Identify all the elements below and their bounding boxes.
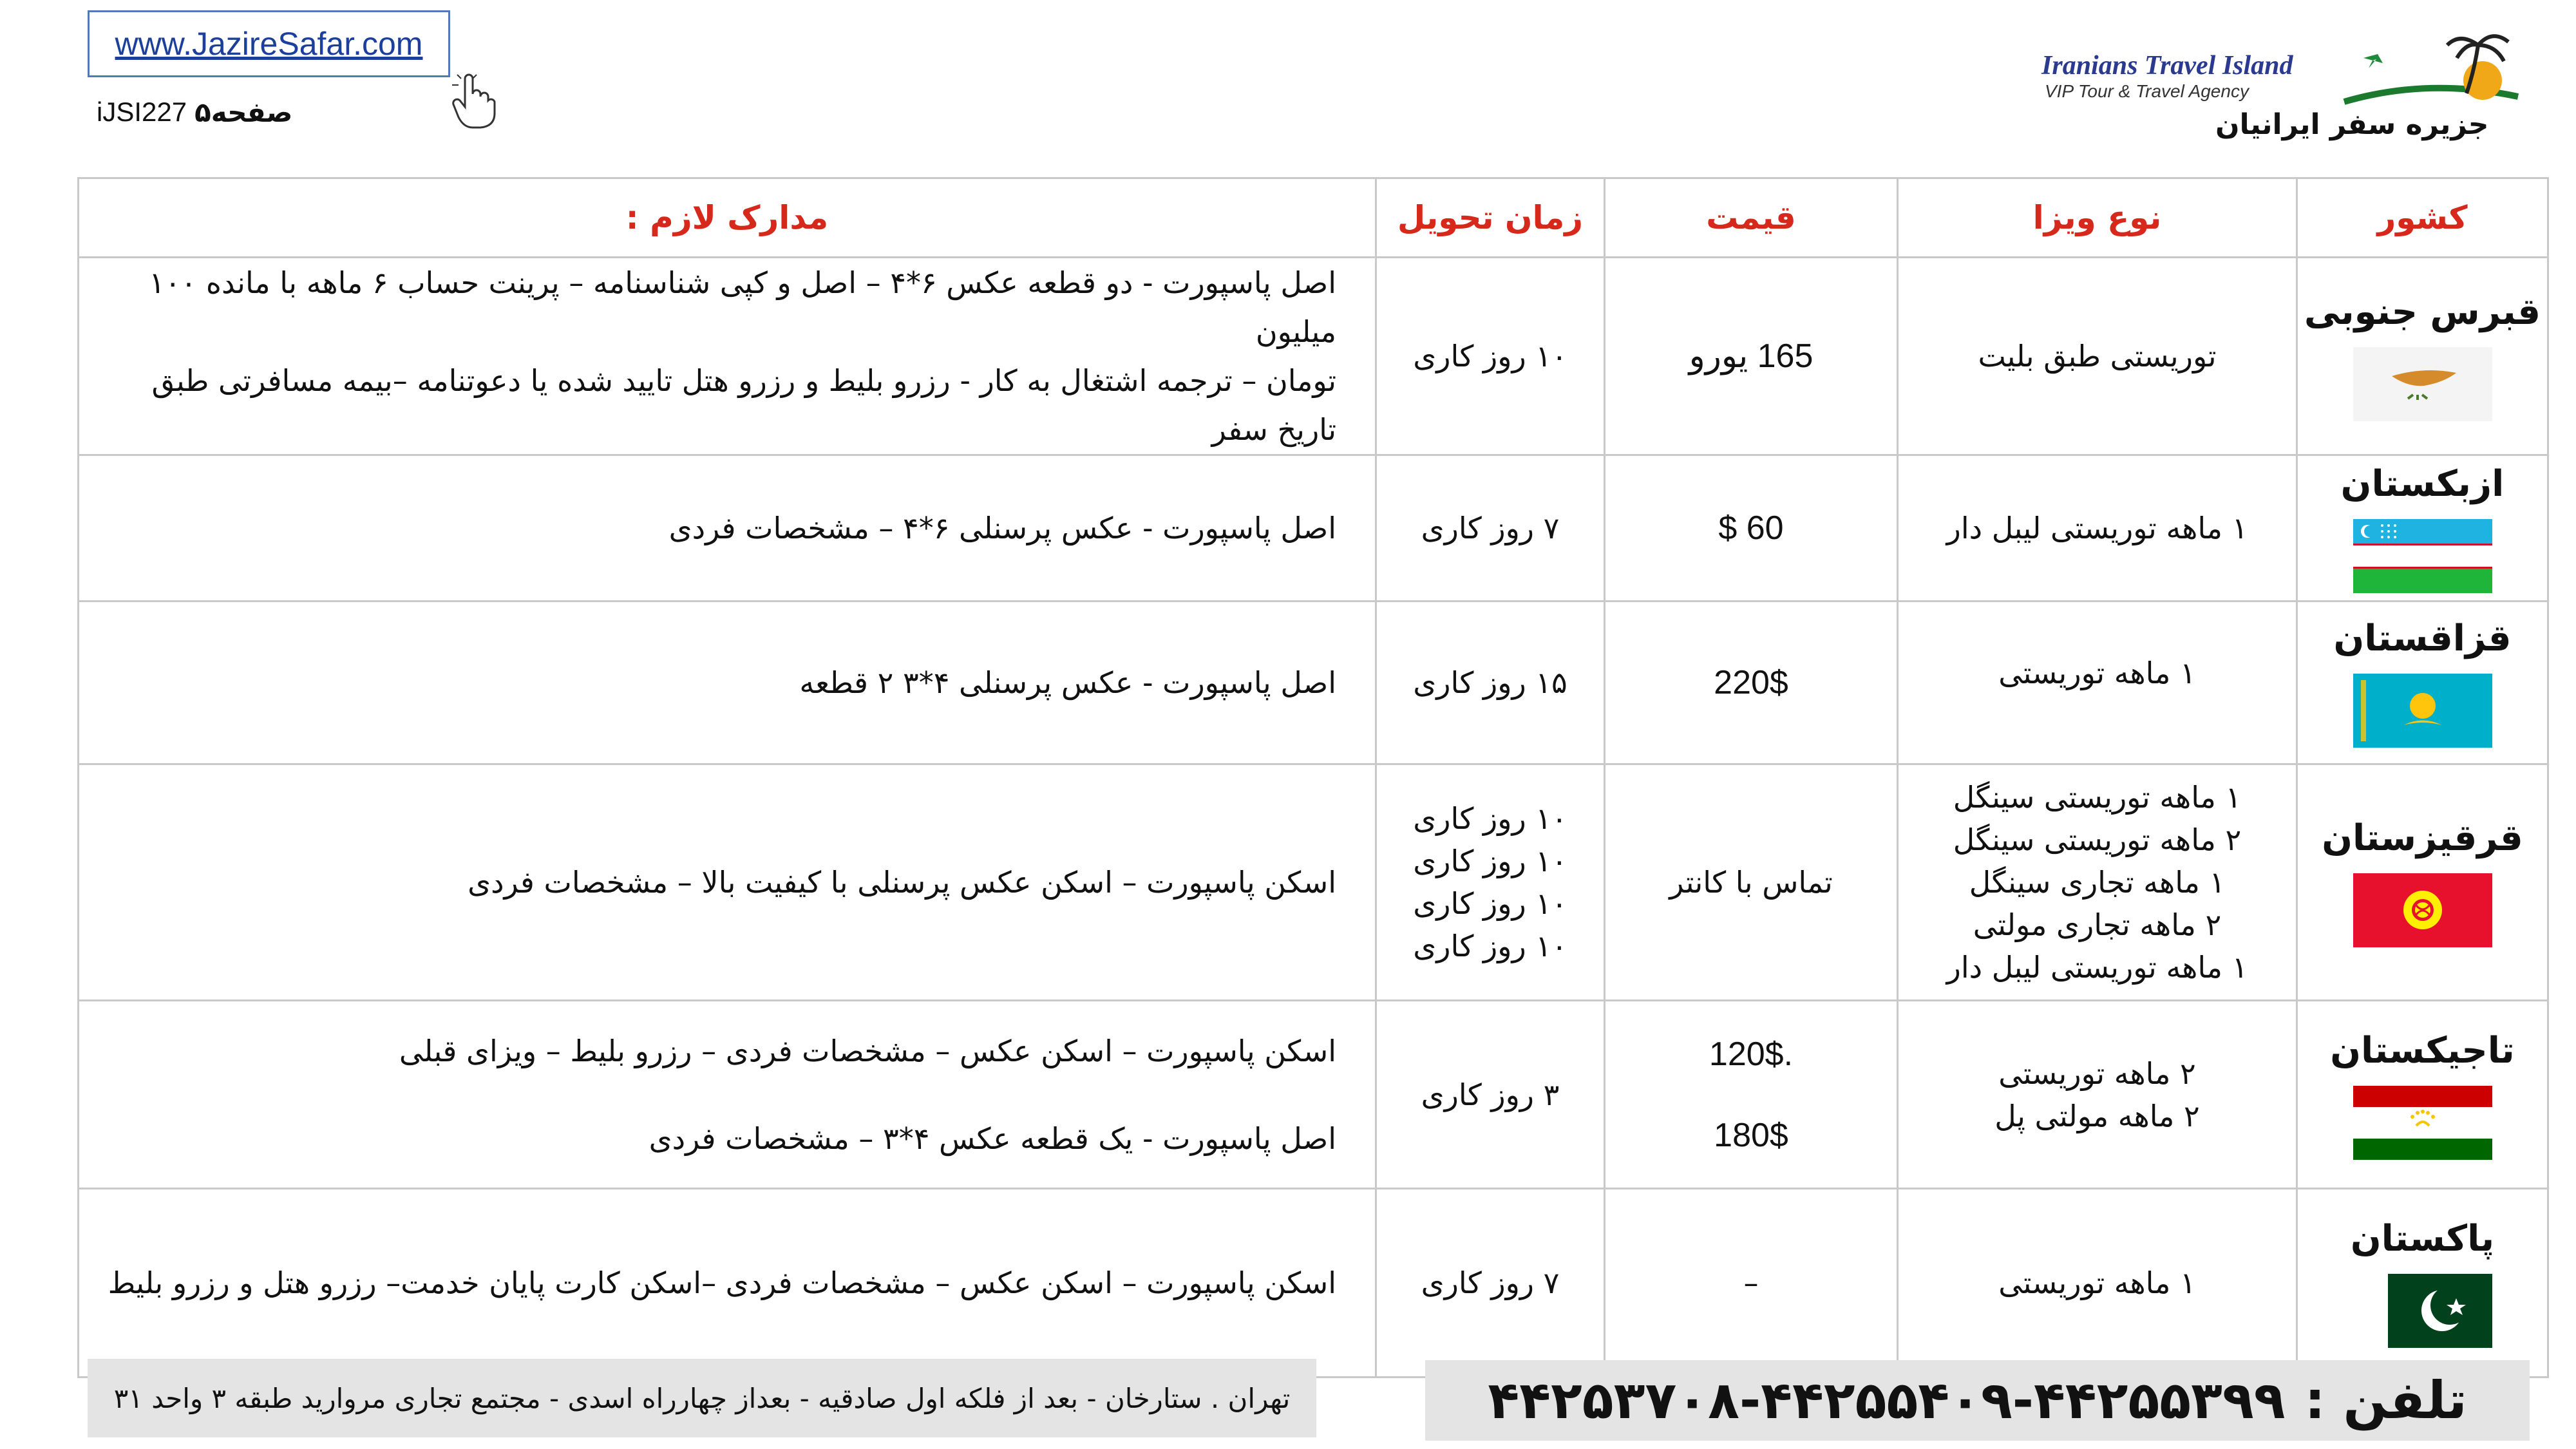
website-link[interactable]: www.JazireSafar.com: [88, 10, 450, 77]
delivery-cell: ۱۰ روز کاری ۱۰ روز کاری ۱۰ روز کاری ۱۰ روز کاری: [1376, 764, 1605, 1001]
country-cell: [2297, 258, 2548, 455]
logo-english-name: Iranians Travel Island: [2041, 51, 2293, 80]
country-cell: [2297, 1001, 2548, 1189]
visa-cell: ۱ ماهه توریستی: [1898, 1189, 2297, 1378]
logo-persian-name: جزیره سفر ایرانیان: [2215, 108, 2489, 141]
cyprus-flag-icon: [2353, 347, 2492, 421]
visa-cell: ۱ ماهه توریستی سینگل ۲ ماهه توریستی سینگل ۱ ماهه تجاری سینگل ۲ ماهه تجاری مولتی ۱ ماهه توریستی لیبل دار: [1898, 764, 2297, 1001]
country-name: پاکستان: [2350, 1218, 2495, 1260]
country-name: قبرس جنوبی: [2304, 291, 2541, 333]
country-cell: [2297, 764, 2548, 1001]
price-cell: 220$: [1605, 601, 1898, 764]
country-name: تاجیکستان: [2330, 1029, 2515, 1072]
documents-cell: اصل پاسپورت - دو قطعه عکس ۶*۴ – اصل و کپی شناسنامه – پرینت حساب ۶ ماهه با مانده ۱۰۰ میلیون تومان – ترجمه اشتغال به کار - رزرو بلیط و رزرو هتل تایید شده یا دعوتنامه –بیمه مسافرتی طبق تاریخ سفر: [79, 258, 1376, 455]
delivery-cell: ۱۰ روز کاری: [1376, 258, 1605, 455]
uzbekistan-flag-icon: [2353, 519, 2492, 593]
header-country: کشور: [2297, 178, 2548, 258]
header-delivery: زمان تحویل: [1376, 178, 1605, 258]
visa-cell: ۱ ماهه توریستی: [1898, 601, 2297, 764]
palm-island-icon: [2338, 26, 2524, 116]
visa-cell: ۱ ماهه توریستی لیبل دار: [1898, 455, 2297, 601]
delivery-cell: ۷ روز کاری: [1376, 455, 1605, 601]
header-price: قیمت: [1605, 178, 1898, 258]
kazakhstan-flag-icon: [2353, 674, 2492, 748]
logo-tagline: VIP Tour & Travel Agency: [2045, 81, 2249, 101]
country-cell: [2297, 455, 2548, 601]
header-visa-type: نوع ویزا: [1898, 178, 2297, 258]
table-row: [79, 1001, 2548, 1189]
visa-cell: توریستی طبق بلیت: [1898, 258, 2297, 455]
country-name: ازبکستان: [2340, 463, 2505, 505]
price-cell: 120$. 180$: [1605, 1001, 1898, 1189]
tajikistan-flag-icon: [2353, 1086, 2492, 1160]
price-cell: –: [1605, 1189, 1898, 1378]
price-cell: 60 $: [1605, 455, 1898, 601]
documents-cell: اسکن پاسپورت – اسکن عکس – مشخصات فردی –اسکن کارت پایان خدمت– رزرو هتل و رزرو بلیط: [79, 1189, 1376, 1378]
country-cell: [2297, 601, 2548, 764]
phone-numbers: ۴۴۲۵۳۷۰۸-۴۴۲۵۵۴۰۹-۴۴۲۵۵۳۹۹: [1488, 1370, 2286, 1430]
agency-logo: [2029, 26, 2524, 155]
header-documents: مدارک لازم :: [79, 178, 1376, 258]
table-row: [79, 1189, 2548, 1378]
visa-cell: ۲ ماهه توریستی ۲ ماهه مولتی پل: [1898, 1001, 2297, 1189]
documents-cell: اصل پاسپورت - عکس پرسنلی ۴*۳ ۲ قطعه: [79, 601, 1376, 764]
visa-table: [77, 177, 2549, 1378]
delivery-cell: ۷ روز کاری: [1376, 1189, 1605, 1378]
table-row: [79, 258, 2548, 455]
country-name: قرقیزستان: [2322, 817, 2523, 859]
delivery-cell: ۱۵ روز کاری: [1376, 601, 1605, 764]
documents-cell: اسکن پاسپورت – اسکن عکس پرسنلی با کیفیت بالا – مشخصات فردی: [79, 764, 1376, 1001]
kyrgyzstan-flag-icon: [2353, 873, 2492, 947]
country-cell: [2297, 1189, 2548, 1378]
address-text: تهران . ستارخان - بعد از فلکه اول صادقیه - بعداز چهارراه اسدی - مجتمع تجاری مروارید طبقه ۳ واحد ۳۱: [113, 1382, 1291, 1414]
price-cell: 165 یورو: [1605, 258, 1898, 455]
pakistan-flag-icon: [2353, 1274, 2492, 1348]
address-box: [88, 1359, 1316, 1437]
phone-label: تلفن :: [2304, 1370, 2467, 1430]
price-cell: تماس با کانتر: [1605, 764, 1898, 1001]
table-row: [79, 455, 2548, 601]
page-number: صفحه۵ iJSI227: [97, 97, 293, 128]
hand-cursor-icon: [451, 72, 496, 130]
documents-cell: اسکن پاسپورت – اسکن عکس – مشخصات فردی – رزرو بلیط – ویزای قبلی اصل پاسپورت - یک قطعه عکس ۴*۳ – مشخصات فردی: [79, 1001, 1376, 1189]
table-header-row: [79, 178, 2548, 258]
phone-box: [1425, 1360, 2530, 1441]
delivery-cell: ۳ روز کاری: [1376, 1001, 1605, 1189]
country-name: قزاقستان: [2333, 618, 2512, 659]
table-row: [79, 764, 2548, 1001]
documents-cell: اصل پاسپورت - عکس پرسنلی ۶*۴ – مشخصات فردی: [79, 455, 1376, 601]
table-row: [79, 601, 2548, 764]
